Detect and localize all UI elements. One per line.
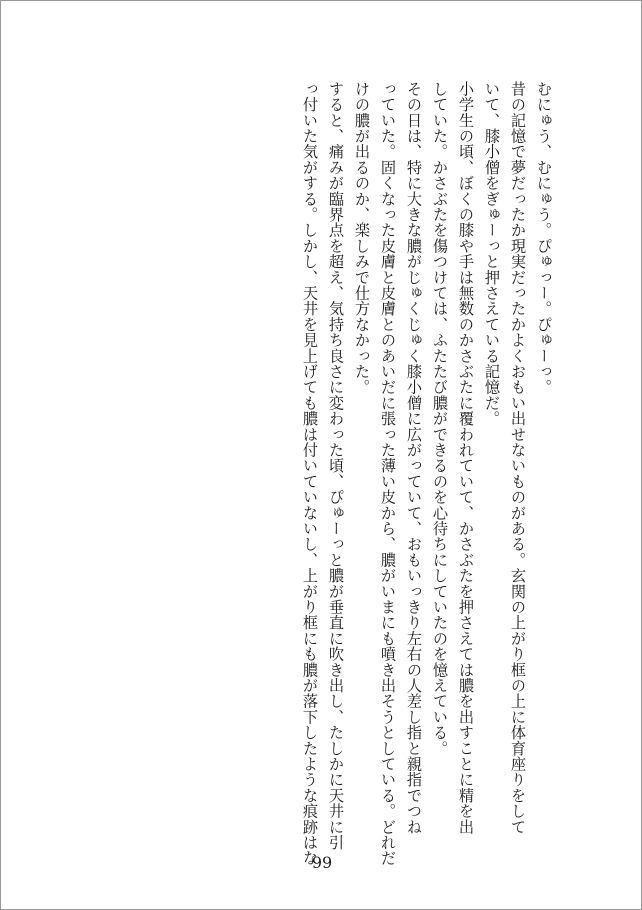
text-line: っ付いた気がする。しかし、天井を見上げても膿は付いていないし、上がり框にも膿が落下したような痕跡はな (301, 81, 319, 866)
text-line: 小学生の頃、ぼくの膝や手は無数のかさぶたに覆われていて、かさぶたを押さえては膿を出すことに精を出 (457, 81, 475, 835)
text-line: 昔の記憶で夢だったか現実だったかよくおもい出せないものがある。玄関の上がり框の上に体育座りをして (509, 81, 527, 835)
text-line: その日は、特に大きな膿がじゅくじゅく膝小僧に広がっていて、おもいっきり左右の人差し指と親指でつね (405, 81, 423, 835)
page-number: 99 (311, 853, 333, 872)
text-line: けの膿が出るのか、楽しみで仕方なかった。 (353, 81, 371, 395)
text-line: いて、膝小僧をぎゅーっと押さえている記憶だ。 (483, 81, 501, 427)
text-line: していた。かさぶたを傷つけては、ふたたび膿ができるのを心待ちにしていたのを憶えている。 (431, 81, 449, 757)
text-line: っていた。固くなった皮膚と皮膚とのあいだに張った薄い皮から、膿がいまにも噴き出そうとしている。どれだ (379, 81, 397, 866)
text-line: すると、痛みが臨界点を超え、気持ち良さに変わった頃、ぴゅーっと膿が垂直に吹き出し、たしかに天井に引 (327, 81, 345, 851)
text-line: むにゅう、むにゅう。ぴゅっー。ぴゅーっ。 (535, 81, 553, 395)
